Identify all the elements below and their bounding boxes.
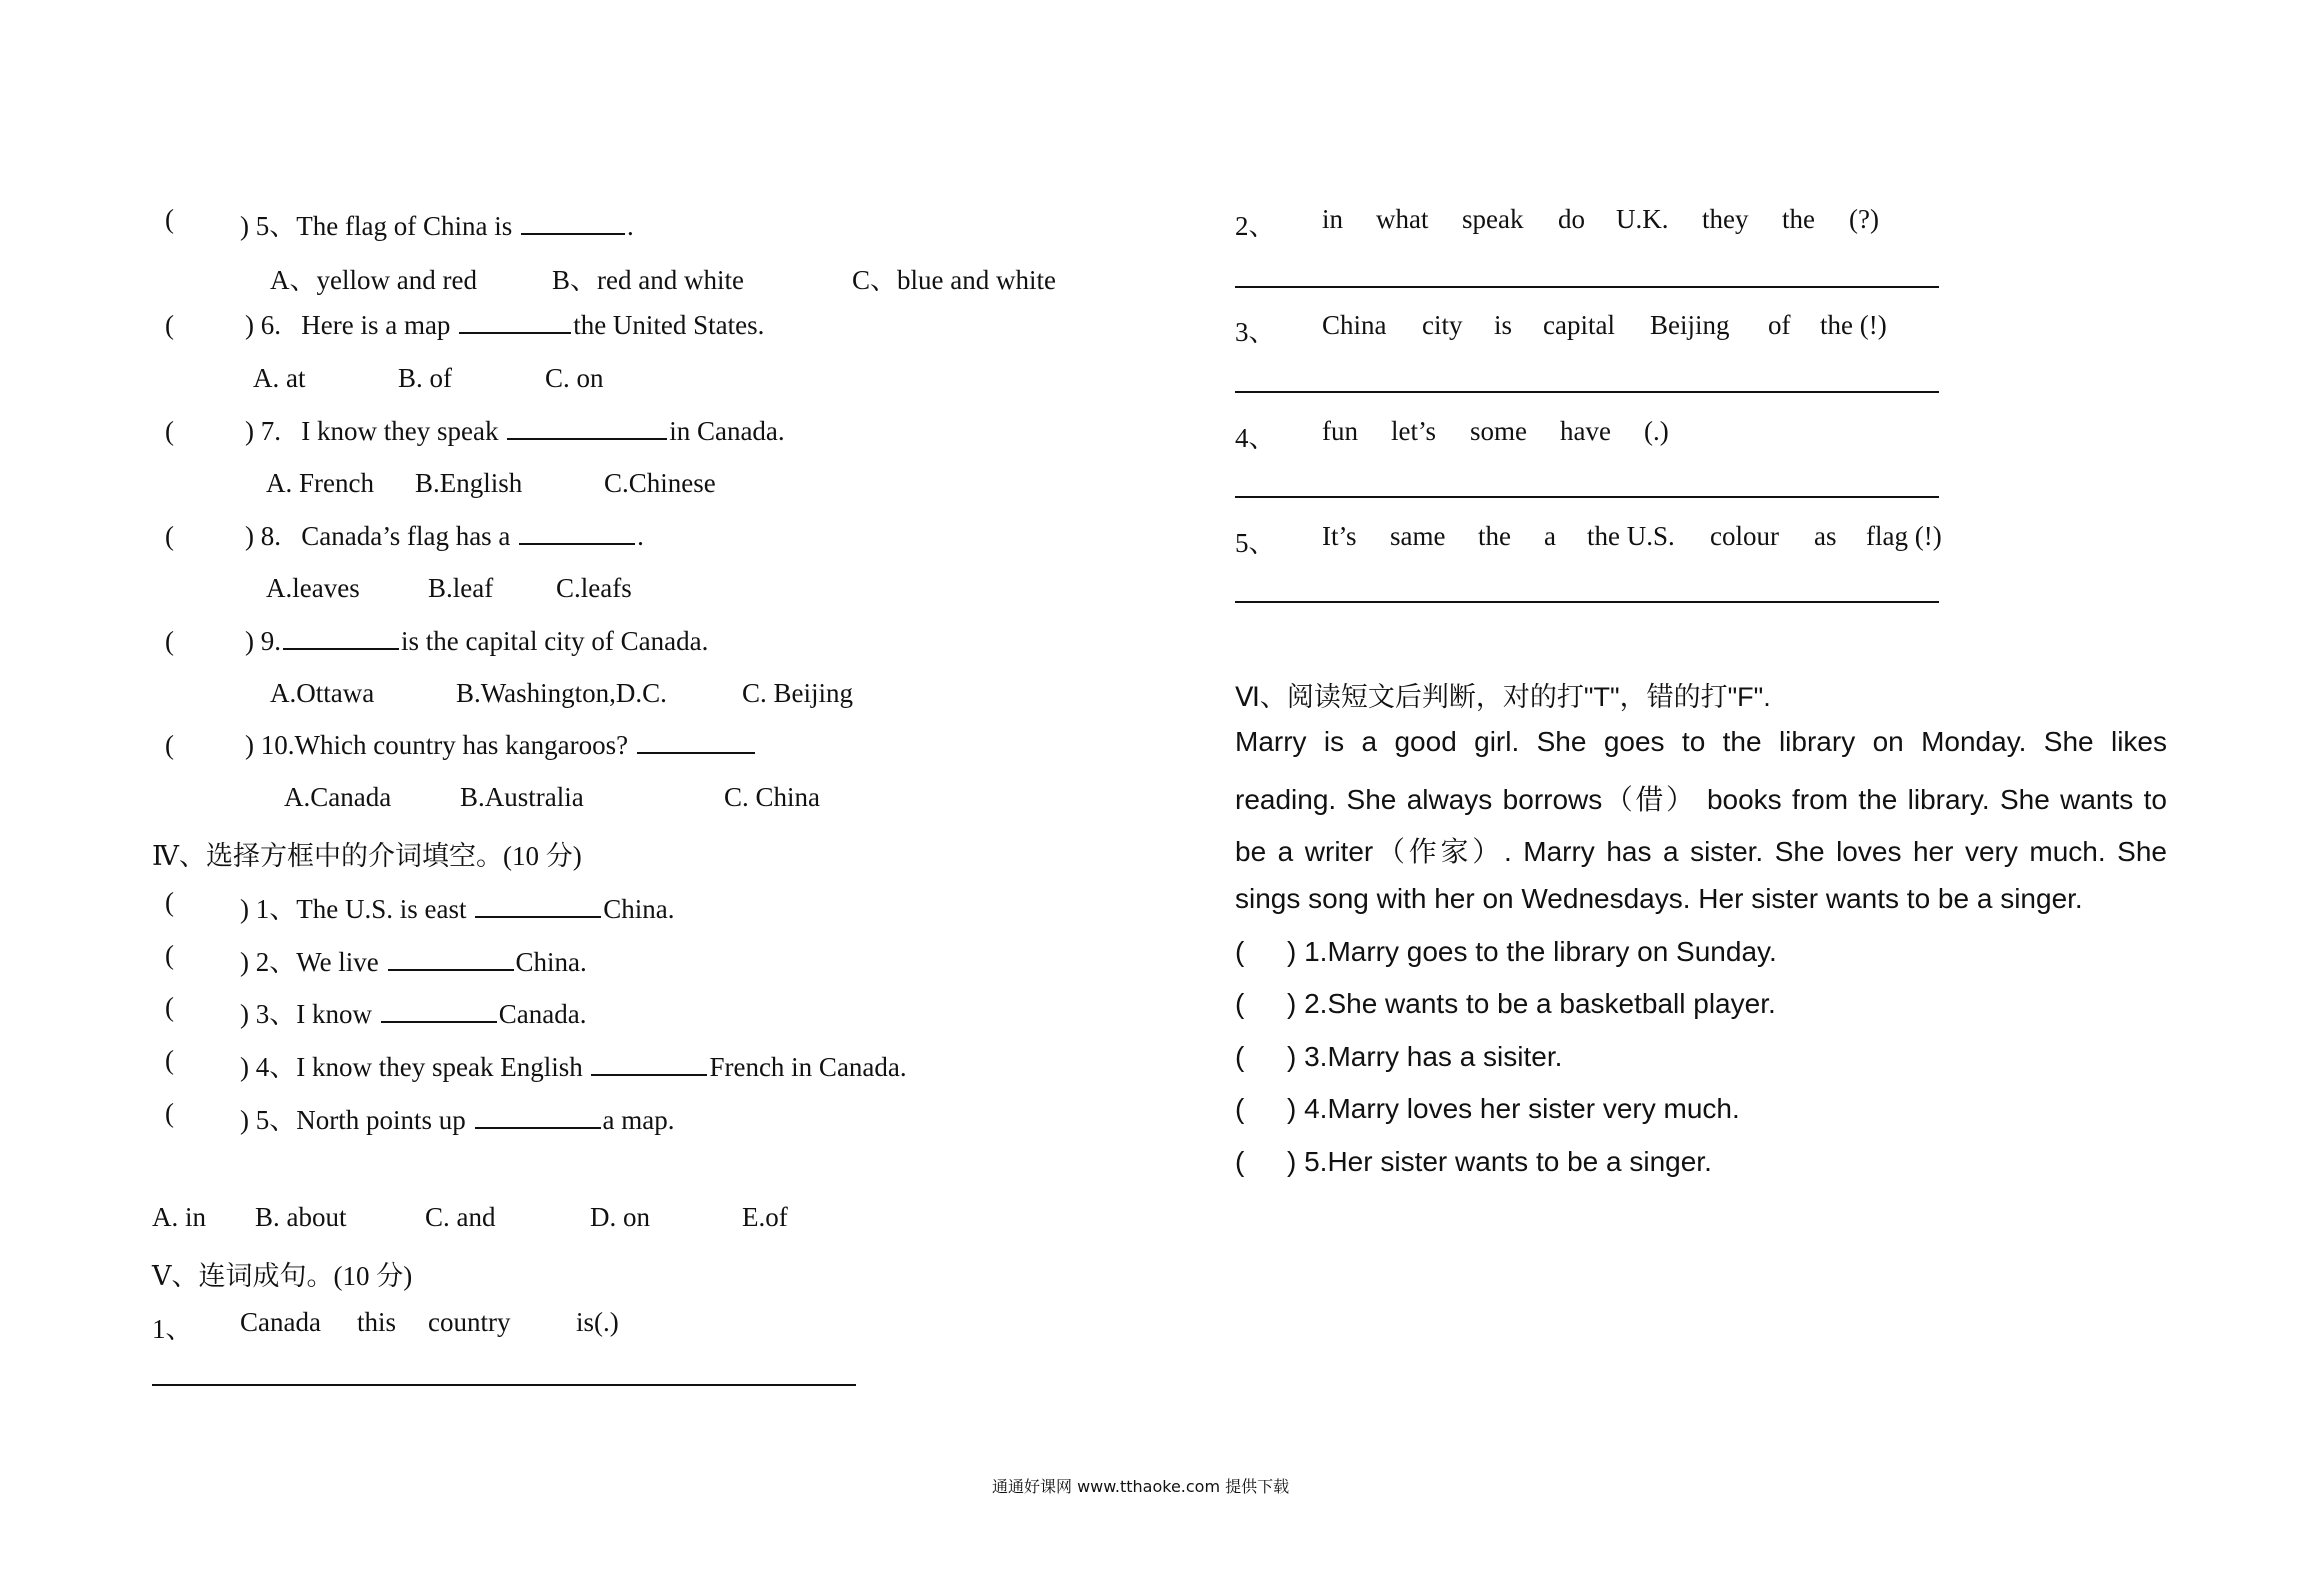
- sec4-option-c: C. and: [425, 1202, 496, 1232]
- q9-option-b: B.Washington,D.C.: [456, 678, 667, 708]
- answer-blank[interactable]: [519, 523, 635, 545]
- q6-option-b: B. of: [398, 363, 452, 393]
- passage-line-3: be a writer（作家）. Marry has a sister. She loves her very much. She: [1235, 836, 2167, 867]
- answer-paren-open: (: [165, 204, 174, 234]
- q7-option-c: C.Chinese: [604, 468, 716, 498]
- q5-option-b: B、red and white: [552, 265, 744, 295]
- answer-paren-open: (: [165, 1045, 174, 1075]
- q7-option-a: A. French: [266, 468, 374, 498]
- tf-question-5: ) 5.Her sister wants to be a singer.: [1287, 1146, 1712, 1177]
- answer-blank[interactable]: [475, 896, 601, 918]
- sec5-item-5-word: as: [1814, 521, 1837, 551]
- sec4-option-d: D. on: [590, 1202, 650, 1232]
- sec5-item-2-num: 2、: [1235, 211, 1276, 241]
- q6-option-a: A. at: [253, 363, 306, 393]
- answer-blank[interactable]: [381, 1001, 497, 1023]
- sec5-item-3-num: 3、: [1235, 317, 1276, 347]
- answer-paren-open: (: [165, 887, 174, 917]
- paren-close: ): [240, 211, 249, 241]
- tf-paren-open[interactable]: (: [1235, 1093, 1245, 1124]
- answer-blank[interactable]: [507, 418, 667, 440]
- section-5-title: Ⅴ、连词成句。(10 分): [152, 1261, 413, 1291]
- sec5-item-3-word: Beijing: [1650, 310, 1730, 340]
- sec5-item-5-word: It’s: [1322, 521, 1357, 551]
- q10-option-c: C. China: [724, 782, 821, 812]
- sec5-item-2-word: U.K.: [1616, 204, 1669, 234]
- answer-blank[interactable]: [459, 312, 571, 334]
- q10-option-a: A.Canada: [284, 782, 392, 812]
- sec5-item-4-word: (.): [1644, 416, 1669, 446]
- sec4-item-2: ) 2、We live China.: [240, 947, 587, 977]
- tf-question-3: ) 3.Marry has a sisiter.: [1287, 1041, 1563, 1072]
- sec5-item-2-word: in: [1322, 204, 1344, 234]
- sec5-item-1-word: Canada: [240, 1307, 321, 1337]
- q6-stem: ) 6. Here is a map the United States.: [245, 310, 765, 340]
- q5-option-a: A、yellow and red: [270, 265, 477, 295]
- sec5-item-1-num: 1、: [152, 1314, 193, 1344]
- answer-paren-open: (: [165, 626, 174, 656]
- sec5-item-5-word: colour: [1710, 521, 1779, 551]
- tf-paren-open[interactable]: (: [1235, 1146, 1245, 1177]
- sec5-item-3-word: capital: [1543, 310, 1615, 340]
- answer-blank[interactable]: [475, 1107, 601, 1129]
- sec5-item-4-word: some: [1470, 416, 1527, 446]
- answer-blank[interactable]: [388, 949, 514, 971]
- sec5-item-5-word: the: [1478, 521, 1511, 551]
- sec5-item-1-word: country: [428, 1307, 511, 1337]
- answer-paren-open: (: [165, 730, 174, 760]
- passage-line-2: reading. She always borrows（借） books from the library. She wants to: [1235, 784, 2167, 815]
- answer-blank[interactable]: [637, 732, 755, 754]
- sec5-item-2-word: speak: [1462, 204, 1524, 234]
- sec4-option-e: E.of: [742, 1202, 788, 1232]
- sec5-item-5-word: same: [1390, 521, 1446, 551]
- answer-paren-open: (: [165, 521, 174, 551]
- sec4-item-4: ) 4、I know they speak English French in Canada.: [240, 1052, 907, 1082]
- tf-question-4: ) 4.Marry loves her sister very much.: [1287, 1093, 1740, 1124]
- sec4-option-b: B. about: [255, 1202, 347, 1232]
- sec5-item-3-word: is: [1494, 310, 1513, 340]
- q8-option-a: A.leaves: [266, 573, 360, 603]
- sec5-item-4-word: have: [1560, 416, 1611, 446]
- tf-paren-open[interactable]: (: [1235, 988, 1245, 1019]
- answer-blank[interactable]: [591, 1054, 707, 1076]
- answer-paren-open: (: [165, 940, 174, 970]
- sec5-item-3-word: China: [1322, 310, 1387, 340]
- answer-line[interactable]: [152, 1384, 856, 1386]
- sec5-item-2-word: they: [1702, 204, 1749, 234]
- q10-option-b: B.Australia: [460, 782, 584, 812]
- sec5-item-5-word: flag (!): [1866, 521, 1942, 551]
- sec4-item-3: ) 3、I know Canada.: [240, 999, 587, 1029]
- answer-line[interactable]: [1235, 496, 1939, 498]
- sec5-item-3-word: of: [1768, 310, 1791, 340]
- sec5-item-3-word: city: [1422, 310, 1463, 340]
- q6-option-c: C. on: [545, 363, 604, 393]
- q8-option-b: B.leaf: [428, 573, 494, 603]
- footer-source: 通通好课网 www.tthaoke.com 提供下载: [992, 1477, 1290, 1496]
- q9-option-a: A.Ottawa: [270, 678, 375, 708]
- sec5-item-4-word: let’s: [1391, 416, 1436, 446]
- sec5-item-5-num: 5、: [1235, 528, 1276, 558]
- sec5-item-2-word: do: [1558, 204, 1585, 234]
- answer-paren-open: (: [165, 992, 174, 1022]
- passage-line-1: Marry is a good girl. She goes to the library on Monday. She likes: [1235, 726, 2167, 757]
- answer-paren-open: (: [165, 310, 174, 340]
- sec5-item-5-word: a: [1544, 521, 1556, 551]
- tf-question-2: ) 2.She wants to be a basketball player.: [1287, 988, 1776, 1019]
- section-6-title: Ⅵ、阅读短文后判断，对的打"T"，错的打"F".: [1235, 682, 1771, 712]
- tf-paren-open[interactable]: (: [1235, 1041, 1245, 1072]
- sec5-item-2-word: what: [1376, 204, 1429, 234]
- section-4-title: Ⅳ、选择方框中的介词填空。(10 分): [152, 841, 582, 871]
- tf-question-1: ) 1.Marry goes to the library on Sunday.: [1287, 936, 1777, 967]
- q7-option-b: B.English: [415, 468, 523, 498]
- sec4-option-a: A. in: [152, 1202, 206, 1232]
- q10-stem: ) 10.Which country has kangaroos?: [245, 730, 757, 761]
- q5-option-c: C、blue and white: [852, 265, 1056, 295]
- sec5-item-2-word: the: [1782, 204, 1815, 234]
- q9-option-c: C. Beijing: [742, 678, 854, 708]
- sec5-item-1-word: this: [357, 1307, 397, 1337]
- q5-stem: ) 5、The flag of China is .: [240, 211, 634, 241]
- sec4-item-1: ) 1、The U.S. is east China.: [240, 894, 675, 924]
- answer-line[interactable]: [1235, 601, 1939, 603]
- sec5-item-4-num: 4、: [1235, 423, 1276, 453]
- tf-paren-open[interactable]: (: [1235, 936, 1245, 967]
- answer-blank[interactable]: [283, 628, 399, 650]
- answer-line[interactable]: [1235, 391, 1939, 393]
- sec5-item-3-word: the (!): [1820, 310, 1887, 340]
- sec5-item-1-word: is(.): [576, 1307, 619, 1337]
- answer-blank[interactable]: [521, 213, 625, 235]
- answer-line[interactable]: [1235, 286, 1939, 288]
- passage-line-4: sings song with her on Wednesdays. Her sister wants to be a singer.: [1235, 883, 2083, 914]
- sec5-item-5-word: the U.S.: [1587, 521, 1675, 551]
- q8-stem: ) 8. Canada’s flag has a .: [245, 521, 644, 551]
- sec5-item-4-word: fun: [1322, 416, 1358, 446]
- q8-option-c: C.leafs: [556, 573, 632, 603]
- q7-stem: ) 7. I know they speak in Canada.: [245, 416, 785, 446]
- sec5-item-2-word: (?): [1849, 204, 1879, 234]
- q9-stem: ) 9. is the capital city of Canada.: [245, 626, 709, 656]
- sec4-item-5: ) 5、North points up a map.: [240, 1105, 675, 1135]
- answer-paren-open: (: [165, 416, 174, 446]
- answer-paren-open: (: [165, 1098, 174, 1128]
